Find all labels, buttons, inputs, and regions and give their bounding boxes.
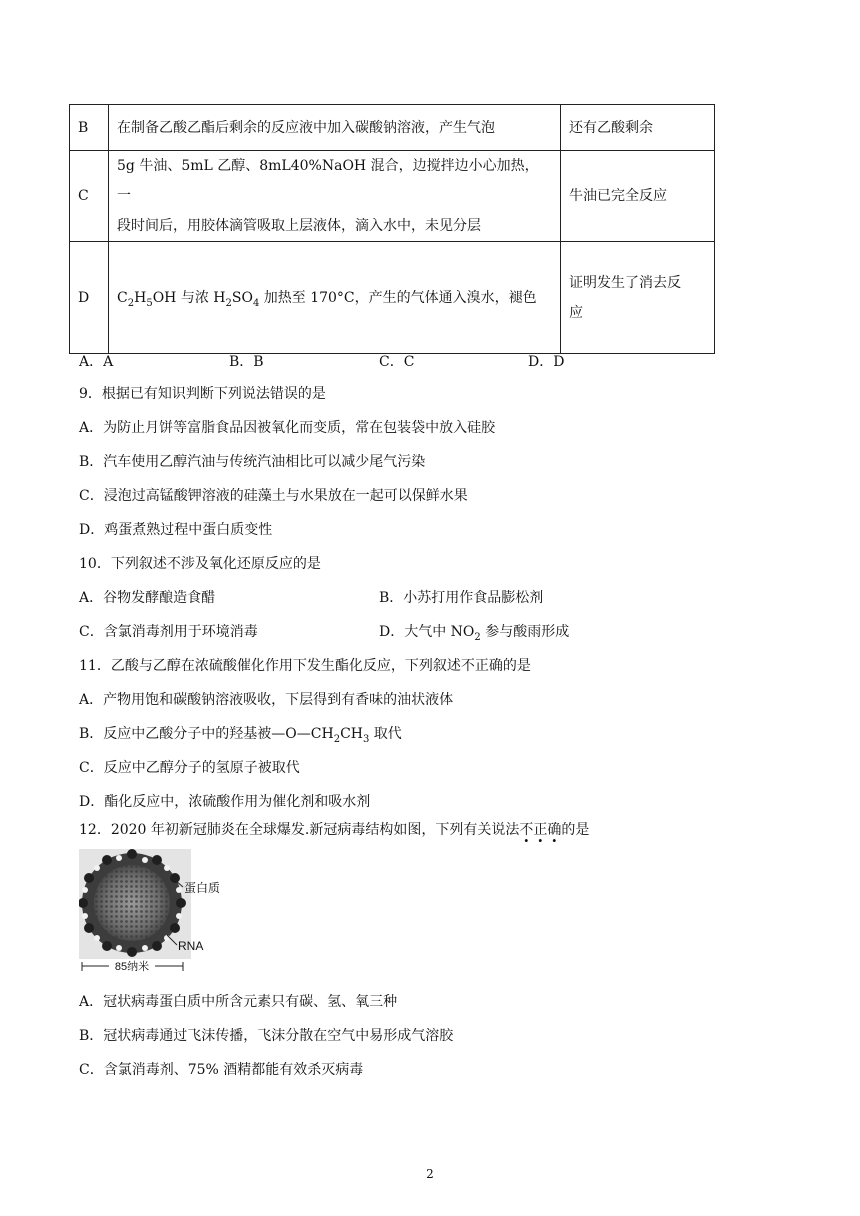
q10-option-b: B．小苏打用作食品膨松剂 (379, 590, 544, 606)
q11-stem: 11．乙酸与乙醇在浓硫酸催化作用下发生酯化反应，下列叙述不正确的是 (79, 658, 531, 674)
label-protein: 蛋白质 (184, 881, 219, 895)
subscript: 2 (127, 297, 135, 309)
emphasis-char: 正 (533, 822, 548, 838)
q12-option-a: A．冠状病毒蛋白质中所含元素只有碳、氢、氧三种 (79, 994, 398, 1010)
q10-option-a: A．谷物发酵酿造食醋 (79, 590, 216, 606)
stem-text: 的是 (561, 822, 590, 838)
subscript: 5 (146, 297, 153, 309)
q12-stem (79, 820, 589, 840)
table-row (70, 242, 715, 354)
q10-option-c: C．含氯消毒剂用于环境消毒 (79, 624, 258, 640)
row-operation-line: 5g 牛油、5mL 乙醇、8mL40%NaOH 混合，边搅拌边小心加热，一 (117, 158, 539, 204)
rna-texture (94, 865, 170, 941)
q9-option-b: B．汽车使用乙醇汽油与传统汽油相比可以减少尾气污染 (79, 454, 426, 470)
row-conclusion-line: 应 (569, 304, 583, 321)
formula-part: H (134, 289, 147, 306)
virus-structure-figure (79, 849, 219, 973)
formula-part: 参与酸雨形成 (480, 624, 570, 640)
formula-part: 取代 (369, 726, 402, 742)
formula-part: 加热至 170°C，产生的气体通入溴水，褪色 (259, 289, 537, 306)
q9-option-c: C．浸泡过高锰酸钾溶液的硅藻土与水果放在一起可以保鲜水果 (79, 488, 468, 504)
label-size: 85纳米 (114, 961, 150, 973)
formula-part: OH 与浓 H (152, 289, 226, 306)
q8-option-c: C．C (379, 354, 415, 370)
row-conclusion (561, 242, 715, 354)
row-conclusion: 还有乙酸剩余 (561, 105, 715, 151)
subscript: 2 (474, 631, 481, 643)
formula-part: SO (231, 289, 253, 306)
subscript: 4 (252, 297, 260, 309)
table-row (70, 105, 715, 151)
q9-option-d: D．鸡蛋煮熟过程中蛋白质变性 (79, 522, 273, 538)
experiment-table (69, 104, 715, 354)
q11-option-c: C．反应中乙醇分子的氢原子被取代 (79, 760, 300, 776)
q11-option-b (79, 724, 402, 744)
q9-stem: 9．根据已有知识判断下列说法错误的是 (79, 386, 326, 402)
row-conclusion: 牛油已完全反应 (561, 151, 715, 242)
formula-part: C (117, 289, 128, 306)
formula-part: B．反应中乙酸分子中的羟基被—O—CH (79, 726, 334, 742)
row-label: B (70, 105, 109, 151)
emphasis-char: 不 (519, 822, 534, 838)
virus-diagram (79, 849, 219, 973)
q10-option-d (379, 622, 569, 642)
row-conclusion-line: 证明发生了消去反 (569, 274, 681, 291)
subscript: 2 (333, 733, 341, 745)
subscript: 2 (225, 297, 232, 309)
row-operation-line: 段时间后，用胶体滴管吸取上层液体，滴入水中，未见分层 (117, 218, 481, 234)
q8-option-d: D．D (528, 354, 565, 370)
q11-option-a: A．产物用饱和碳酸钠溶液吸收，下层得到有香味的油状液体 (79, 692, 454, 708)
q8-option-a: A．A (79, 354, 114, 370)
table-row (70, 151, 715, 242)
row-label: D (70, 242, 109, 354)
formula-part: CH (340, 726, 363, 742)
q12-option-b: B．冠状病毒通过飞沫传播，飞沫分散在空气中易形成气溶胶 (79, 1028, 454, 1044)
page-number: 2 (426, 1167, 434, 1181)
q11-option-d: D．酯化反应中，浓硫酸作用为催化剂和吸水剂 (79, 794, 371, 810)
emphasis-char: 确 (547, 822, 562, 838)
subscript: 3 (362, 733, 370, 745)
row-operation (109, 151, 561, 242)
q10-stem: 10．下列叙述不涉及氧化还原反应的是 (79, 556, 321, 572)
label-rna: RNA (178, 939, 204, 953)
q12-option-c: C．含氯消毒剂、75% 酒精都能有效杀灭病毒 (79, 1062, 364, 1078)
row-operation (109, 242, 561, 354)
formula-part: D．大气中 NO (379, 624, 475, 640)
q9-option-a: A．为防止月饼等富脂食品因被氧化而变质，常在包装袋中放入硅胶 (79, 420, 496, 436)
row-label: C (70, 151, 109, 242)
q8-option-b: B．B (229, 354, 264, 370)
stem-text: 12．2020 年初新冠肺炎在全球爆发.新冠病毒结构如图，下列有关说法 (79, 822, 520, 838)
row-operation: 在制备乙酸乙酯后剩余的反应液中加入碳酸钠溶液，产生气泡 (109, 105, 561, 151)
